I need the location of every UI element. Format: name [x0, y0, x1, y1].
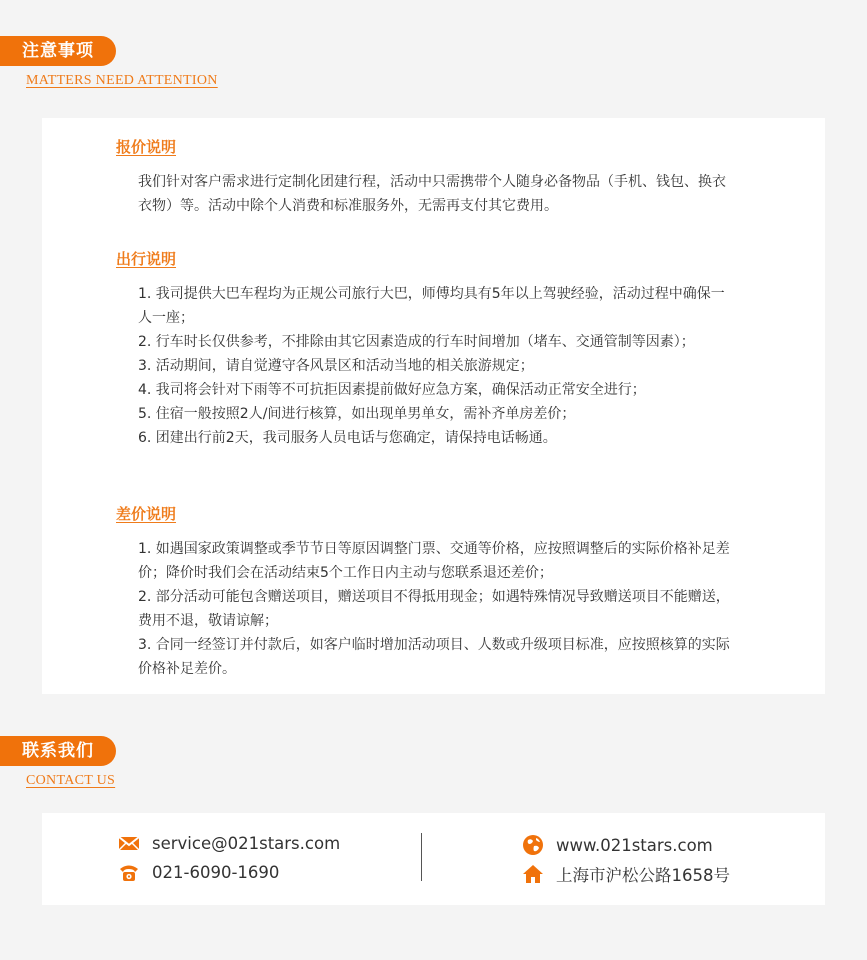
contact-address-row: [522, 862, 730, 886]
travel-note-block: [116, 248, 736, 450]
price-difference-item: 3. 合同一经签订并付款后，如客户临时增加活动项目、人数或升级项目标准，应按照核算的实际价格补足差价。: [138, 637, 730, 677]
contact-email[interactable]: service@021stars.com: [152, 833, 341, 853]
pricing-note-title: 报价说明: [116, 138, 177, 156]
travel-note-title: 出行说明: [116, 250, 177, 268]
contact-website[interactable]: www.021stars.com: [556, 835, 713, 855]
notice-section-subtitle: MATTERS NEED ATTENTION: [26, 73, 218, 88]
travel-note-item: 5. 住宿一般按照2人/间进行核算，如出现单男单女，需补齐单房差价；: [138, 406, 576, 422]
travel-note-item: 3. 活动期间，请自觉遵守各风景区和活动当地的相关旅游规定；: [138, 358, 534, 374]
contact-section-subtitle: CONTACT US: [26, 773, 116, 788]
price-difference-body: [116, 537, 736, 681]
travel-note-item: 4. 我司将会针对下雨等不可抗拒因素提前做好应急方案，确保活动正常安全进行；: [138, 382, 646, 398]
pricing-note-body: [116, 170, 736, 218]
travel-note-item: 6. 团建出行前2天，我司服务人员电话与您确定，请保持电话畅通。: [138, 430, 557, 446]
contact-phone-row[interactable]: [118, 860, 279, 884]
contact-website-row[interactable]: [522, 833, 713, 857]
travel-note-item: 2. 行车时长仅供参考，不排除由其它因素造成的行车时间增加（堵车、交通管制等因素）；: [138, 334, 695, 350]
contact-address: 上海市沪松公路1658号: [556, 866, 730, 885]
contact-divider: [421, 833, 422, 881]
travel-note-item: 1. 我司提供大巴车程均为正规公司旅行大巴，师傅均具有5年以上驾驶经验，活动过程中确保一人一座；: [138, 286, 725, 326]
phone-icon: [118, 861, 140, 883]
pricing-note-block: [116, 136, 736, 218]
contact-card: [42, 813, 825, 905]
travel-note-body: [116, 282, 736, 450]
price-difference-item: 1. 如遇国家政策调整或季节节日等原因调整门票、交通等价格，应按照调整后的实际价格补足差价；降价时我们会在活动结束5个工作日内主动与您联系退还差价；: [138, 541, 730, 581]
home-icon: [522, 863, 544, 885]
contact-section-tab: 联系我们: [0, 736, 116, 766]
notice-card: [42, 118, 825, 694]
notice-section-tab: 注意事项: [0, 36, 116, 66]
contact-phone[interactable]: 021-6090-1690: [152, 862, 280, 882]
contact-email-row[interactable]: [118, 831, 340, 855]
price-difference-block: [116, 503, 736, 681]
globe-icon: [522, 834, 544, 856]
price-difference-title: 差价说明: [116, 505, 177, 523]
price-difference-item: 2. 部分活动可能包含赠送项目，赠送项目不得抵用现金；如遇特殊情况导致赠送项目不能赠送，费用不退，敬请谅解；: [138, 589, 730, 629]
pricing-note-paragraph: 我们针对客户需求进行定制化团建行程，活动中只需携带个人随身必备物品（手机、钱包、换衣衣物）等。活动中除个人消费和标准服务外，无需再支付其它费用。: [138, 174, 726, 214]
mail-icon: [118, 832, 140, 854]
